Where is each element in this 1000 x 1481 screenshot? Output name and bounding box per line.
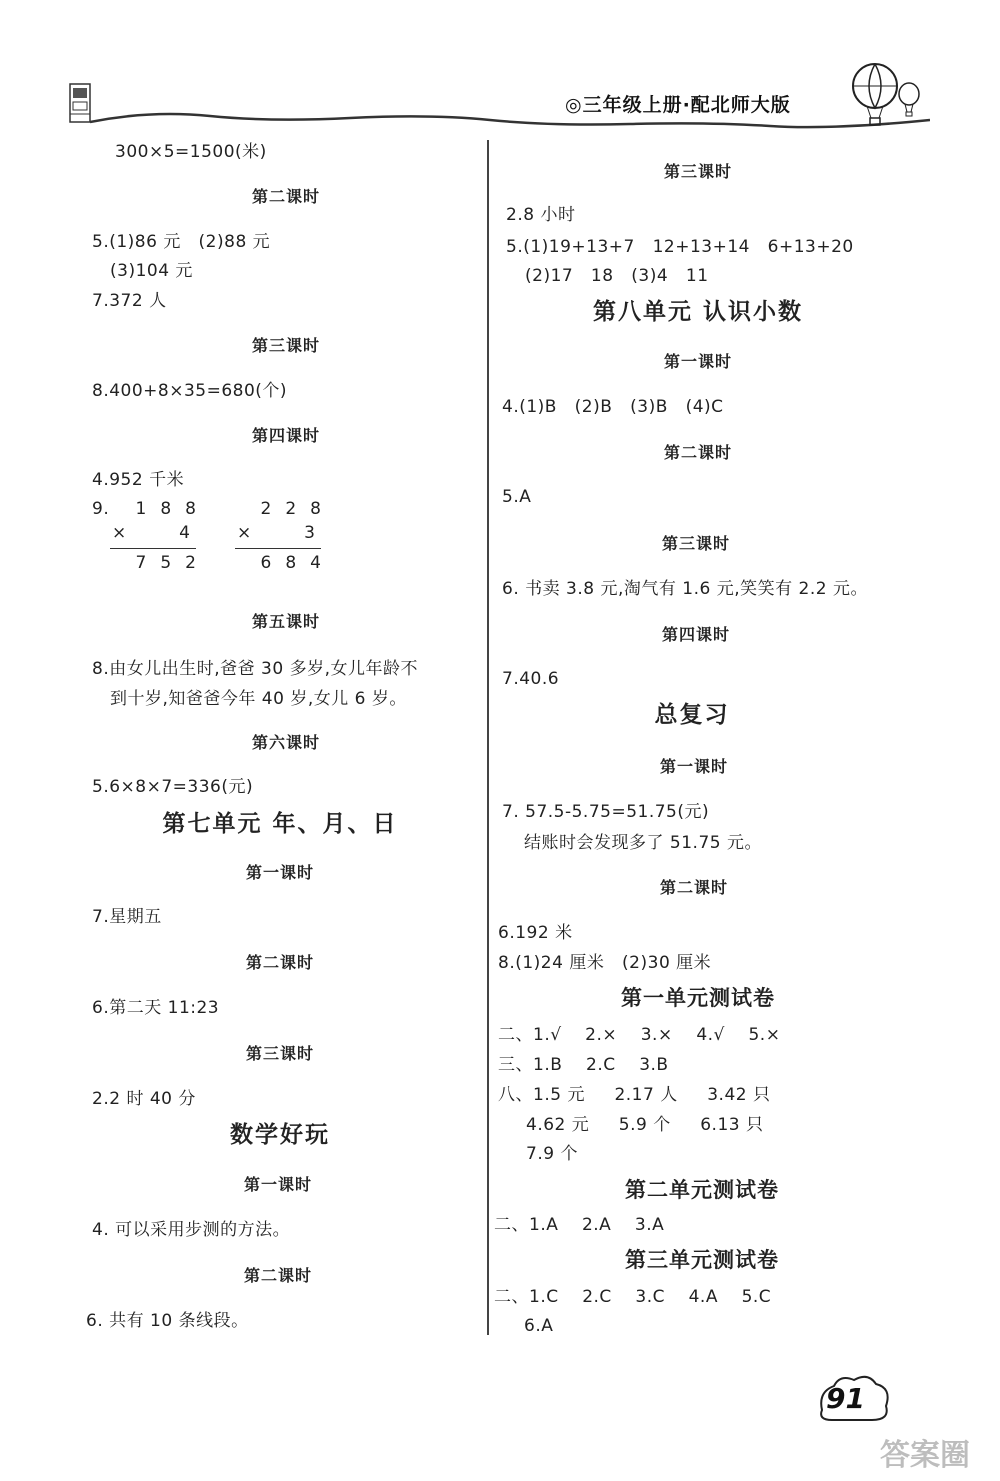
answer-line: 三、1.B 2.C 3.B <box>498 1055 669 1075</box>
answer-line: 6. 书卖 3.8 元,淘气有 1.6 元,笑笑有 2.2 元。 <box>502 579 868 599</box>
lesson-heading: 第一课时 <box>243 1175 312 1194</box>
answer-line: (3)104 元 <box>110 261 193 281</box>
watermark: 答案圈 <box>880 1438 970 1473</box>
answer-line: 5.6×8×7=336(元) <box>92 777 254 797</box>
header-wave-line <box>90 100 930 140</box>
hot-air-balloon-icon <box>845 62 925 134</box>
digit: 4 <box>179 523 190 543</box>
lesson-heading: 第三课时 <box>661 534 730 553</box>
digit: 2 <box>260 499 272 519</box>
answer-line: 7.40.6 <box>502 669 560 689</box>
lesson-heading: 第一课时 <box>659 757 728 776</box>
lesson-heading: 第四课时 <box>251 426 320 445</box>
product <box>110 548 196 575</box>
section-title: 总复习 <box>654 702 730 728</box>
lesson-heading: 第二课时 <box>659 878 728 897</box>
answer-line: 7. 57.5-5.75=51.75(元) <box>502 802 710 822</box>
digit: 2 <box>285 499 297 519</box>
page-number: 91 <box>826 1382 865 1415</box>
answer-line: 6.192 米 <box>498 923 573 943</box>
digit: 1 <box>135 499 147 519</box>
test-title: 第三单元测试卷 <box>625 1248 779 1272</box>
lesson-heading: 第四课时 <box>661 625 730 644</box>
answer-line: 5.A <box>502 487 532 507</box>
digit: 3 <box>304 523 315 543</box>
times-sign: × <box>112 523 127 543</box>
lesson-heading: 第二课时 <box>663 443 732 462</box>
answer-line: 6.第二天 11:23 <box>92 998 220 1018</box>
lesson-heading: 第三课时 <box>663 162 732 181</box>
multiplier-row <box>110 521 196 545</box>
lesson-heading: 第二课时 <box>251 187 320 206</box>
answer-line: 二、1.√ 2.× 3.× 4.√ 5.× <box>498 1025 781 1045</box>
column-divider <box>487 140 489 1335</box>
answer-line: 二、1.A 2.A 3.A <box>494 1215 665 1235</box>
answer-line: 5.(1)19+13+7 12+13+14 6+13+20 <box>506 237 854 257</box>
lesson-heading: 第五课时 <box>251 612 320 631</box>
vertical-multiplication <box>235 497 321 575</box>
answer-line: 8.400+8×35=680(个) <box>92 381 288 401</box>
answer-line: 4.952 千米 <box>92 470 185 490</box>
digit: 6 <box>260 553 272 573</box>
unit-title: 第七单元 年、月、日 <box>162 811 398 837</box>
digit: 7 <box>135 553 147 573</box>
answer-line: 2.2 时 40 分 <box>92 1089 196 1109</box>
header-title: ◎三年级上册·配北师大版 <box>565 94 791 116</box>
answer-line: 8.(1)24 厘米 (2)30 厘米 <box>498 953 712 973</box>
lesson-heading: 第一课时 <box>663 352 732 371</box>
answer-line: 4.(1)B (2)B (3)B (4)C <box>502 397 724 417</box>
test-title: 第一单元测试卷 <box>621 986 775 1010</box>
answer-line: 结账时会发现多了 51.75 元。 <box>524 833 762 853</box>
section-title: 数学好玩 <box>230 1122 330 1148</box>
digit: 5 <box>160 553 172 573</box>
lesson-heading: 第二课时 <box>243 1266 312 1285</box>
answer-line: (2)17 18 (3)4 11 <box>525 266 709 286</box>
lesson-heading: 第二课时 <box>245 953 314 972</box>
answer-line: 4.62 元 5.9 个 6.13 只 <box>526 1115 764 1135</box>
answer-line: 八、1.5 元 2.17 人 3.42 只 <box>498 1085 771 1105</box>
answer-line: 二、1.C 2.C 3.C 4.A 5.C <box>494 1287 772 1307</box>
answer-line: 6.A <box>524 1316 554 1336</box>
unit-title: 第八单元 认识小数 <box>592 299 803 325</box>
lesson-heading: 第六课时 <box>251 733 320 752</box>
digit: 8 <box>285 553 297 573</box>
vertical-multiplication <box>110 497 196 575</box>
lesson-heading: 第一课时 <box>245 863 314 882</box>
multiplier-row <box>235 521 321 545</box>
digit: 8 <box>160 499 172 519</box>
answer-line: 6. 共有 10 条线段。 <box>86 1311 249 1331</box>
multiplicand <box>110 497 196 521</box>
answer-line: 7.9 个 <box>526 1144 578 1164</box>
answer-line: 到十岁,知爸爸今年 40 岁,女儿 6 岁。 <box>110 689 407 709</box>
lesson-heading: 第三课时 <box>245 1044 314 1063</box>
digit: 8 <box>310 499 321 519</box>
multiplicand <box>235 497 321 521</box>
answer-line: 4. 可以采用步测的方法。 <box>92 1220 291 1240</box>
digit: 8 <box>185 499 196 519</box>
times-sign: × <box>237 523 252 543</box>
answer-line: 7.372 人 <box>92 291 167 311</box>
answer-line: 2.8 小时 <box>506 205 576 225</box>
digit: 2 <box>185 553 196 573</box>
lesson-heading: 第三课时 <box>251 336 320 355</box>
question-number: 9. <box>92 499 110 519</box>
digit: 4 <box>310 553 321 573</box>
answer-line: 8.由女儿出生时,爸爸 30 多岁,女儿年龄不 <box>92 659 418 679</box>
answer-line: 7.星期五 <box>92 907 162 927</box>
product <box>235 548 321 575</box>
test-title: 第二单元测试卷 <box>625 1178 779 1202</box>
answer-line: 5.(1)86 元 (2)88 元 <box>92 232 271 252</box>
answer-line: 300×5=1500(米) <box>115 142 267 162</box>
